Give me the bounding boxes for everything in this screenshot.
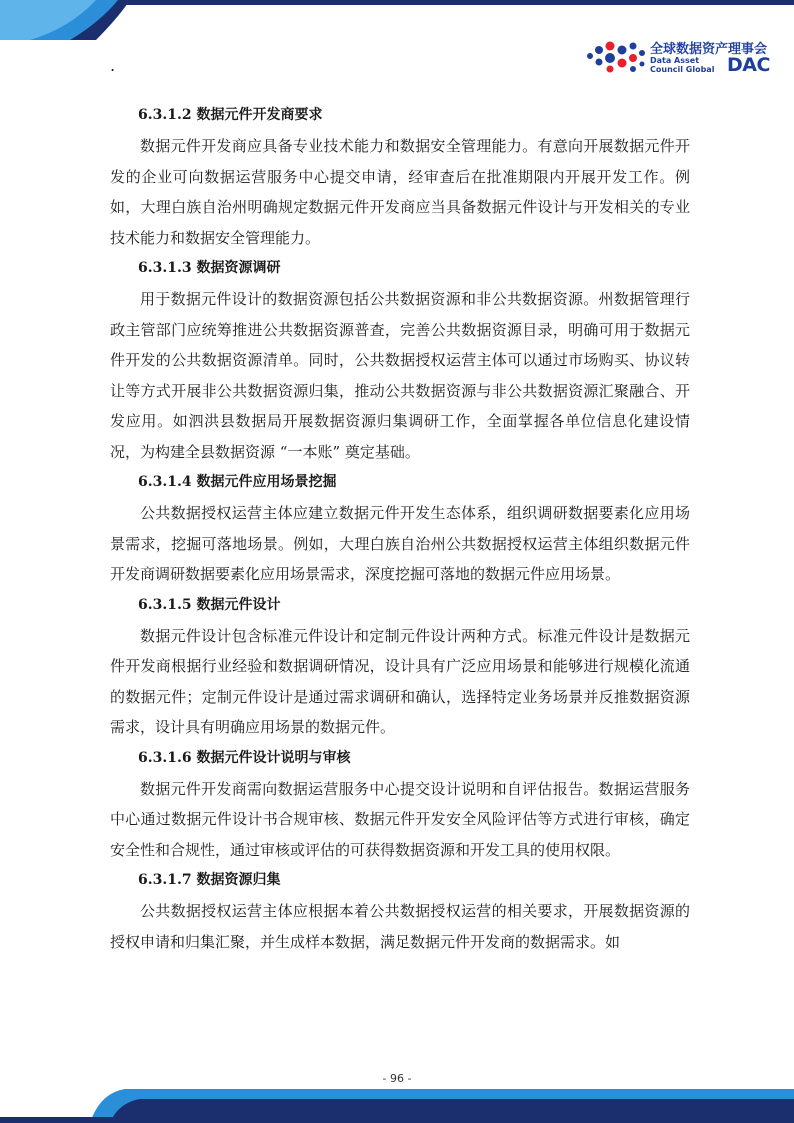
logo-name-en-line2: Council Global (650, 65, 715, 74)
section-paragraph: 公共数据授权运营主体应建立数据元件开发生态体系，组织调研数据要素化应用场景需求，挖掘可落地场景。例如，大理白族自治州公共数据授权运营主体组织数据元件开发商调研数据要素化应用场景需求，深度挖掘可落地的数据元件应用场景。 (110, 504, 690, 583)
section-6-3-1-2 (110, 100, 690, 253)
section-6-3-1-5 (110, 590, 690, 743)
section-paragraph: 用于数据元件设计的数据资源包括公共数据资源和非公共数据资源。州数据管理行政主管部门应统筹推进公共数据资源普查，完善公共数据资源目录，明确可用于数据元件开发的公共数据资源清单。同时，公共数据授权运营主体可以通过市场购买、协议转让等方式开展非公共数据资源归集，推动公共数据资源与非公共数据资源汇聚融合、开发应用。如泗洪县数据局开展数据资源归集调研工作，全面掌握各单位信息化建设情况，为构建全县数据资源 “一本账” 奠定基础。 (110, 290, 690, 461)
page-number: - 96 - (382, 1072, 412, 1085)
logo-name-cn: 全球数据资产理事会 (650, 42, 768, 57)
section-heading: 6.3.1.4 数据元件应用场景挖掘 (138, 474, 337, 490)
council-logo (585, 38, 785, 78)
section-heading: 6.3.1.7 数据资源归集 (138, 872, 281, 888)
logo-dots-icon (585, 38, 647, 74)
section-paragraph: 数据元件开发商需向数据运营服务中心提交设计说明和自评估报告。数据运营服务中心通过数据元件设计书合规审核、数据元件开发安全风险评估等方式进行审核，确定安全性和合规性，通过审核或评估的可获得数据资源和开发工具的使用权限。 (110, 779, 690, 859)
logo-abbr: DAC (727, 54, 770, 76)
section-heading: 6.3.1.6 数据元件设计说明与审核 (138, 749, 351, 766)
section-6-3-1-4 (110, 467, 690, 590)
document-body (110, 100, 690, 957)
header-dot: . (110, 56, 116, 75)
section-6-3-1-7 (110, 865, 690, 957)
section-heading: 6.3.1.3 数据资源调研 (138, 260, 281, 276)
header-band (0, 0, 794, 40)
section-heading: 6.3.1.5 数据元件设计 (138, 596, 281, 613)
section-paragraph: 公共数据授权运营主体应根据本着公共数据授权运营的相关要求，开展数据资源的授权申请和归集汇聚，并生成样本数据，满足数据元件开发商的数据需求。如 (110, 902, 690, 951)
section-6-3-1-3 (110, 253, 690, 467)
logo-name-en-line1: Data Asset (650, 56, 700, 65)
footer-band (0, 1083, 794, 1123)
section-paragraph: 数据元件设计包含标准元件设计和定制元件设计两种方式。标准元件设计是数据元件开发商根据行业经验和数据调研情况，设计具有广泛应用场景和能够进行规模化流通的数据元件；定制元件设计是通过需求调研和确认，选择特定业务场景并反推数据资源需求，设计具有明确应用场景的数据元件。 (110, 626, 690, 736)
section-heading: 6.3.1.2 数据元件开发商要求 (138, 107, 323, 123)
section-6-3-1-6 (110, 743, 690, 866)
section-paragraph: 数据元件开发商应具备专业技术能力和数据安全管理能力。有意向开展数据元件开发的企业可向数据运营服务中心提交申请，经审查后在批准期限内开展开发工作。例如，大理白族自治州明确规定数据元件开发商应当具备数据元件设计与开发相关的专业技术能力和数据安全管理能力。 (110, 137, 690, 247)
